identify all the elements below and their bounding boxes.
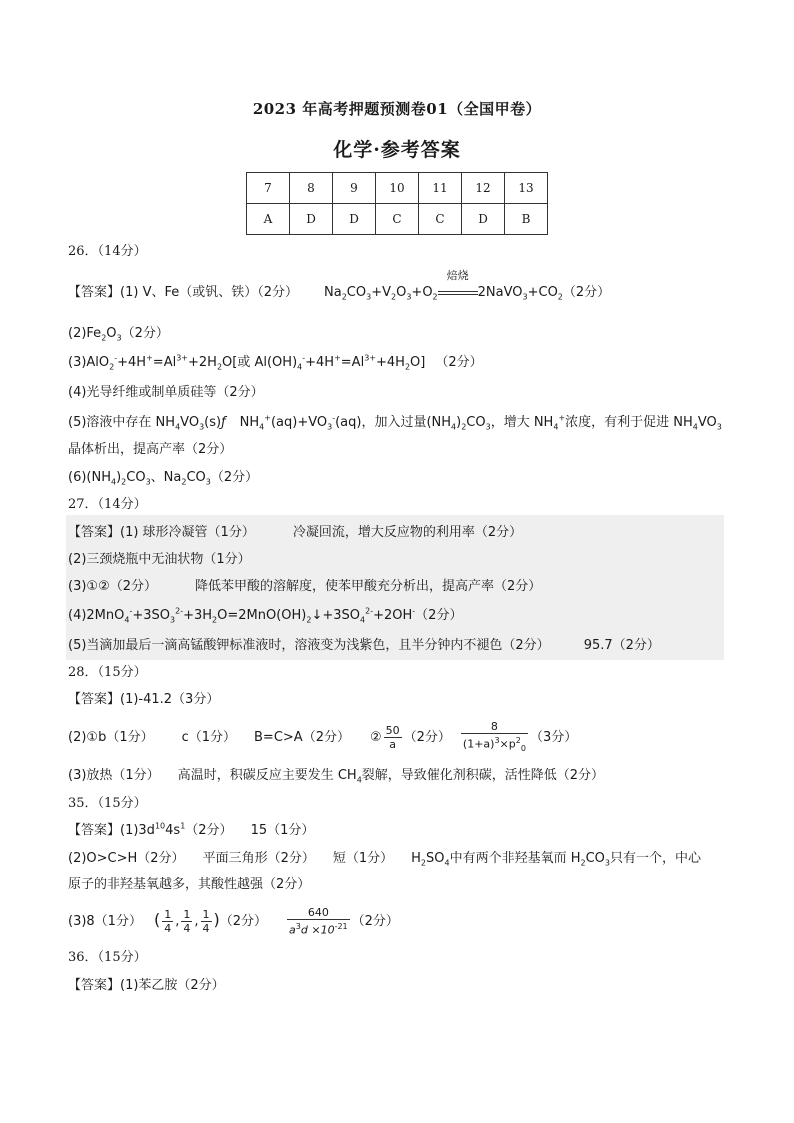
subscript: 3 — [604, 858, 610, 868]
formula: ) — [456, 415, 462, 430]
answer-label: 【答案】 — [68, 285, 121, 300]
table-cell: 10 — [376, 173, 419, 204]
superscript: + — [334, 353, 341, 363]
fraction-denominator — [461, 734, 528, 755]
subscript: 2 — [212, 615, 218, 625]
fraction — [201, 908, 212, 935]
fraction-numerator: 1 — [183, 907, 191, 921]
table-cell: A — [247, 204, 290, 235]
formula: (6)(NH — [68, 470, 111, 485]
score: （2分） — [415, 608, 463, 623]
superscript: - — [412, 606, 416, 616]
text: 【答案】(1)3d — [68, 823, 155, 838]
subscript: 3 — [716, 422, 722, 432]
formula: (s) — [204, 415, 222, 430]
formula: ) — [116, 470, 122, 485]
close-paren: ) — [213, 909, 220, 929]
fraction — [162, 908, 173, 935]
formula: +4H — [375, 355, 405, 370]
fraction — [181, 908, 192, 935]
subscript: 2 — [306, 615, 312, 625]
text: (3)放热（1分） — [68, 768, 160, 783]
subscript: 2 — [580, 858, 586, 868]
formula: =Al — [340, 355, 365, 370]
fraction — [287, 906, 350, 937]
q28-line-2 — [68, 720, 577, 755]
subscript: 4 — [111, 477, 117, 487]
q36-heading: 36．（15分） — [68, 950, 147, 965]
text: (3)8（1分） — [68, 913, 142, 929]
score: （2分） — [435, 355, 483, 370]
subscript: 2 — [391, 292, 397, 302]
q26-line-5b: 晶体析出，提高产率（2分） — [68, 442, 233, 457]
subscript: 3 — [485, 422, 491, 432]
q26-heading: 26．（14分） — [68, 244, 147, 259]
superscript: + — [146, 353, 153, 363]
formula: O[或 Al(OH) — [222, 355, 298, 370]
subscript: 3 — [522, 292, 528, 302]
superscript: 1 — [180, 821, 186, 831]
subscript: 4 — [356, 775, 362, 785]
table-cell: D — [333, 204, 376, 235]
score: （2分） — [185, 823, 233, 838]
formula: O=2MnO(OH) — [217, 608, 307, 623]
superscript: 10 — [154, 821, 166, 831]
text: 中有两个非羟基氧而 H — [449, 851, 581, 866]
page-title: 2023 年高考押题预测卷01（全国甲卷） — [252, 100, 542, 118]
fraction-numerator: 50 — [385, 723, 400, 737]
subscript: 2 — [404, 362, 411, 372]
formula: 2NaVO — [477, 285, 523, 300]
q28-line-3 — [68, 764, 604, 785]
subscript: 3 — [145, 477, 151, 487]
formula: CO — [346, 285, 367, 300]
subscript: 2 — [432, 292, 438, 302]
q26-line-1 — [68, 269, 611, 302]
formula: ↓+3SO — [311, 608, 361, 623]
formula: +2OH — [373, 608, 413, 623]
superscript: 2 — [515, 736, 521, 745]
subscript: 2 — [216, 362, 223, 372]
table-row — [247, 173, 548, 204]
subscript: 3 — [199, 422, 205, 432]
subscript: 3 — [406, 292, 412, 302]
table-cell: D — [290, 204, 333, 235]
formula: +4H — [305, 355, 335, 370]
text: 高温时，积碳反应主要发生 CH — [177, 768, 357, 783]
q35-line-2 — [68, 847, 701, 868]
formula: (3)AlO — [68, 355, 110, 370]
formula: 、Na — [150, 470, 182, 485]
text: 浓度，有利于促进 NH — [565, 415, 693, 430]
formula: +2H — [188, 355, 217, 370]
table-cell: C — [419, 204, 462, 235]
formula: (1+a) — [462, 737, 495, 751]
superscript: - — [129, 606, 133, 616]
q27-heading: 27．（14分） — [68, 497, 147, 512]
subscript: 4 — [553, 422, 559, 432]
subscript: 3 — [366, 292, 372, 302]
subscript: 2 — [121, 477, 127, 487]
subscript: 3 — [327, 422, 333, 432]
q26-line-5 — [68, 411, 722, 432]
subscript: 2 — [181, 477, 187, 487]
subscript: 4 — [297, 362, 303, 372]
superscript: - — [114, 353, 118, 363]
equilibrium-symbol: ƒ — [221, 415, 226, 430]
superscript: 3+ — [364, 353, 376, 363]
text: 短（1分） — [332, 851, 394, 866]
q35-heading: 35．（15分） — [68, 796, 147, 811]
q27-line-5 — [68, 634, 660, 653]
subscript: 3 — [205, 477, 211, 487]
fraction-numerator: 1 — [164, 907, 172, 921]
text: B=C>A（2分） — [254, 729, 350, 745]
superscript: + — [264, 413, 271, 423]
text: 只有一个，中心 — [610, 851, 702, 866]
subscript: 0 — [520, 743, 526, 753]
formula: +V — [371, 285, 391, 300]
formula: CO — [126, 470, 146, 485]
subscript: 4 — [259, 422, 265, 432]
formula: (2)Fe — [68, 326, 102, 341]
formula: SO — [426, 851, 445, 866]
superscript: - — [332, 413, 336, 423]
fraction — [384, 724, 402, 751]
score: （3分） — [529, 729, 578, 745]
subscript: 4 — [175, 422, 181, 432]
table-cell: C — [376, 204, 419, 235]
subscript: 2 — [341, 292, 347, 302]
text: ② — [369, 729, 382, 745]
superscript: 3 — [494, 736, 500, 745]
formula: O — [106, 326, 117, 341]
formula: =Al — [152, 355, 177, 370]
superscript: 2- — [175, 606, 184, 616]
score: （2分） — [219, 913, 268, 929]
q27-line-1 — [68, 521, 522, 540]
formula: O] — [410, 355, 426, 370]
formula: CO — [186, 470, 206, 485]
q27-line-3 — [68, 575, 541, 594]
fraction — [461, 720, 528, 755]
superscript: 2- — [365, 606, 374, 616]
score: （2分） — [562, 285, 611, 300]
text: (3)①②（2分） — [68, 579, 157, 594]
text: (2)①b（1分） — [68, 729, 154, 745]
formula: CO — [466, 415, 486, 430]
formula: NH — [239, 415, 260, 430]
text: 裂解，导致催化剂积碳，活性降低（2分） — [361, 768, 605, 783]
subscript: 2 — [109, 362, 115, 372]
table-cell: 11 — [419, 173, 462, 204]
table-row — [247, 204, 548, 235]
fraction-denominator: 4 — [202, 921, 210, 935]
fraction-denominator: 4 — [183, 921, 191, 935]
q35-line-3: (3)8（1分） ( $\frac{1}{4}$ , $\frac{1}{4}$ , $\frac{1}{4}$ )（2分） $\frac{640}{a^3d \times 10^{-21}}$ （2分） — [68, 906, 399, 937]
formula: CO — [585, 851, 605, 866]
q36-line-1: 【答案】(1)苯乙胺（2分） — [68, 978, 225, 993]
formula: +3H — [183, 608, 213, 623]
q26-line-4: (4)光导纤维或制单质硅等（2分） — [68, 385, 264, 400]
reaction-condition: 焙烧 — [446, 269, 469, 282]
table-cell: 7 — [247, 173, 290, 204]
fraction-denominator: 4 — [164, 921, 172, 935]
superscript: - — [302, 353, 306, 363]
fraction-numerator: 640 — [287, 906, 350, 920]
subscript: 4 — [124, 615, 130, 625]
score: （2分） — [351, 913, 399, 929]
subscript: 4 — [451, 422, 457, 432]
text: (2)O>C>H（2分） — [68, 851, 185, 866]
formula: (4)2MnO — [68, 608, 125, 623]
subscript: 2 — [557, 292, 563, 302]
fraction-denominator — [287, 920, 350, 937]
formula: a — [289, 923, 296, 937]
fraction-denominator: a — [389, 737, 396, 751]
subscript: 3 — [170, 615, 176, 625]
superscript: -21 — [334, 922, 348, 931]
table-cell: 9 — [333, 173, 376, 204]
text: (aq)，加入过量(NH — [335, 415, 452, 430]
answer-table — [246, 172, 548, 235]
formula: VO — [180, 415, 200, 430]
text: 冷凝回流，增大反应物的利用率（2分） — [292, 525, 523, 540]
text: 降低苯甲酸的溶解度，使苯甲酸充分析出，提高产率（2分） — [195, 579, 542, 594]
text: (5)当滴加最后一滴高锰酸钾标准液时，溶液变为浅紫色，且半分钟内不褪色（2分） — [68, 638, 550, 653]
formula: Na — [324, 285, 342, 300]
formula: d ×10 — [300, 923, 335, 937]
table-cell: 12 — [462, 173, 505, 204]
q26-line-2 — [68, 322, 169, 343]
formula: VO — [697, 415, 717, 430]
text: (5)溶液中存在 NH — [68, 415, 176, 430]
page-subtitle: 化学·参考答案 — [333, 139, 461, 161]
formula: H — [411, 851, 421, 866]
superscript: 3+ — [176, 353, 188, 363]
q26-line-3 — [68, 351, 483, 372]
q28-line-1: 【答案】(1)-41.2（3分） — [68, 692, 220, 707]
table-cell: D — [462, 204, 505, 235]
fraction-numerator: 8 — [461, 720, 528, 734]
q26-text: (1) V、Fe（或钒、铁）（2分） — [120, 285, 298, 300]
score: （2分） — [121, 326, 169, 341]
text: 15（1分） — [250, 823, 315, 838]
subscript: 2 — [420, 858, 426, 868]
q35-line-2b: 原子的非羟基氧越多，其酸性越强（2分） — [68, 877, 311, 892]
subscript: 2 — [101, 333, 107, 343]
formula: +CO — [527, 285, 558, 300]
q26-line-6 — [68, 466, 258, 487]
subscript: 4 — [444, 858, 450, 868]
superscript: + — [558, 413, 566, 423]
reaction-arrow — [438, 269, 478, 300]
formula: 4s — [165, 823, 181, 838]
subscript: 3 — [116, 333, 122, 343]
text: 【答案】(1) 球形冷凝管（1分） — [68, 525, 255, 540]
text: ，增大 NH — [490, 415, 554, 430]
subscript: 4 — [360, 615, 366, 625]
table-cell: 8 — [290, 173, 333, 204]
formula: ×p — [499, 737, 516, 751]
table-cell: B — [505, 204, 548, 235]
score: （2分） — [403, 729, 451, 745]
score: （2分） — [210, 470, 259, 485]
formula: O — [396, 285, 407, 300]
formula: (aq)+VO — [270, 415, 328, 430]
q27-line-4 — [68, 604, 462, 625]
superscript: 3 — [295, 922, 301, 931]
text: 95.7（2分） — [583, 638, 660, 653]
formula: +4H — [117, 355, 147, 370]
q35-line-1 — [68, 819, 314, 838]
table-cell: 13 — [505, 173, 548, 204]
fraction-numerator: 1 — [202, 907, 210, 921]
formula: +O — [411, 285, 433, 300]
q28-heading: 28．（15分） — [68, 665, 147, 680]
q27-line-2: (2)三颈烧瓶中无油状物（1分） — [68, 552, 251, 567]
formula: +3SO — [132, 608, 171, 623]
open-paren: ( — [153, 909, 161, 929]
subscript: 4 — [692, 422, 698, 432]
text: 平面三角形（2分） — [202, 851, 315, 866]
subscript: 2 — [461, 422, 467, 432]
text: c（1分） — [181, 729, 237, 745]
